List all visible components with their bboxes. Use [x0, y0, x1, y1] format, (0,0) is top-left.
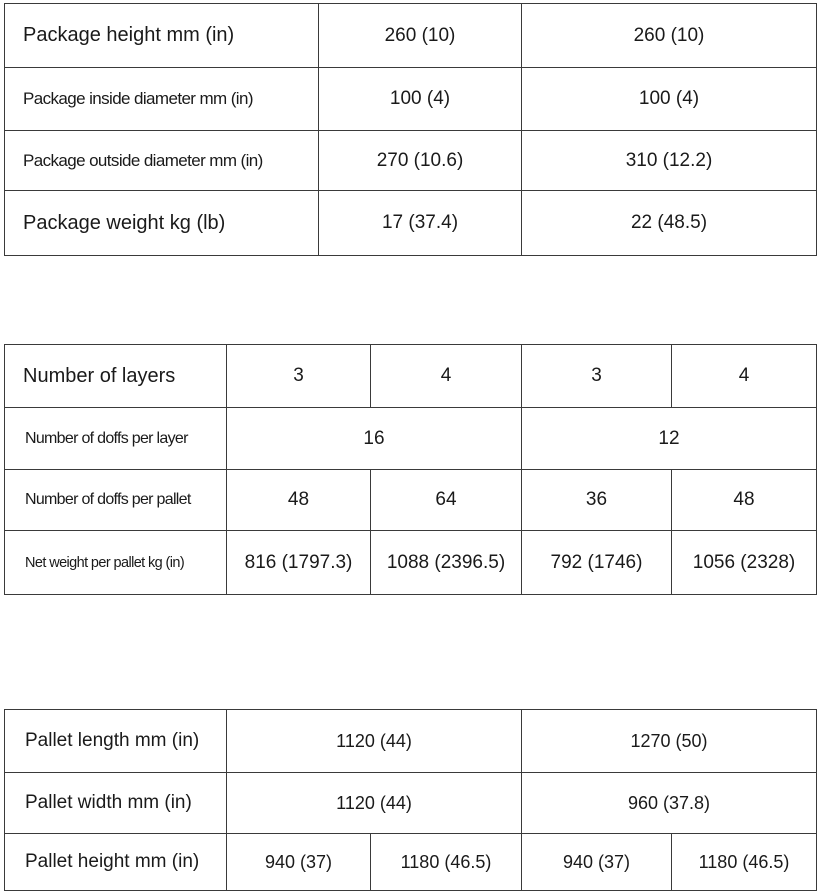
table-row [5, 68, 817, 131]
package-height-value-1: 260 (10) [319, 4, 522, 68]
doffs-per-layer-label: Number of doffs per layer [5, 408, 227, 470]
pallet-width-value-1: 1120 (44) [227, 773, 522, 834]
package-dimensions-table [4, 3, 817, 256]
net-weight-value-4: 1056 (2328) [672, 531, 817, 595]
number-of-layers-value-4: 4 [672, 345, 817, 408]
pallet-dimensions-table [4, 709, 817, 891]
table-row [5, 4, 817, 68]
package-weight-value-1: 17 (37.4) [319, 191, 522, 256]
table-row [5, 834, 817, 891]
net-weight-per-pallet-label: Net weight per pallet kg (in) [5, 531, 227, 595]
table-row [5, 131, 817, 191]
pallet-height-label: Pallet height mm (in) [5, 834, 227, 891]
net-weight-value-2: 1088 (2396.5) [371, 531, 522, 595]
package-weight-value-2: 22 (48.5) [522, 191, 817, 256]
pallet-height-value-3: 940 (37) [522, 834, 672, 891]
package-weight-label: Package weight kg (lb) [5, 191, 319, 256]
doffs-per-layer-value-2: 12 [522, 408, 817, 470]
pallet-width-label: Pallet width mm (in) [5, 773, 227, 834]
pallet-load-table [4, 344, 817, 595]
pallet-width-value-2: 960 (37.8) [522, 773, 817, 834]
net-weight-value-3: 792 (1746) [522, 531, 672, 595]
table-row [5, 773, 817, 834]
table-row [5, 345, 817, 408]
doffs-per-pallet-value-4: 48 [672, 470, 817, 531]
pallet-length-label: Pallet length mm (in) [5, 710, 227, 773]
package-outside-diameter-label: Package outside diameter mm (in) [5, 131, 319, 191]
table-row [5, 470, 817, 531]
table-row [5, 408, 817, 470]
number-of-layers-label: Number of layers [5, 345, 227, 408]
doffs-per-pallet-label: Number of doffs per pallet [5, 470, 227, 531]
doffs-per-pallet-value-3: 36 [522, 470, 672, 531]
table-row [5, 191, 817, 256]
package-inside-diameter-value-1: 100 (4) [319, 68, 522, 131]
pallet-height-value-1: 940 (37) [227, 834, 371, 891]
table-row [5, 531, 817, 595]
package-height-value-2: 260 (10) [522, 4, 817, 68]
doffs-per-pallet-value-2: 64 [371, 470, 522, 531]
package-outside-diameter-value-2: 310 (12.2) [522, 131, 817, 191]
number-of-layers-value-2: 4 [371, 345, 522, 408]
package-inside-diameter-label: Package inside diameter mm (in) [5, 68, 319, 131]
doffs-per-layer-value-1: 16 [227, 408, 522, 470]
pallet-height-value-2: 1180 (46.5) [371, 834, 522, 891]
pallet-height-value-4: 1180 (46.5) [672, 834, 817, 891]
pallet-length-value-2: 1270 (50) [522, 710, 817, 773]
table-row [5, 710, 817, 773]
number-of-layers-value-1: 3 [227, 345, 371, 408]
package-outside-diameter-value-1: 270 (10.6) [319, 131, 522, 191]
package-inside-diameter-value-2: 100 (4) [522, 68, 817, 131]
pallet-length-value-1: 1120 (44) [227, 710, 522, 773]
number-of-layers-value-3: 3 [522, 345, 672, 408]
package-height-label: Package height mm (in) [5, 4, 319, 68]
net-weight-value-1: 816 (1797.3) [227, 531, 371, 595]
doffs-per-pallet-value-1: 48 [227, 470, 371, 531]
